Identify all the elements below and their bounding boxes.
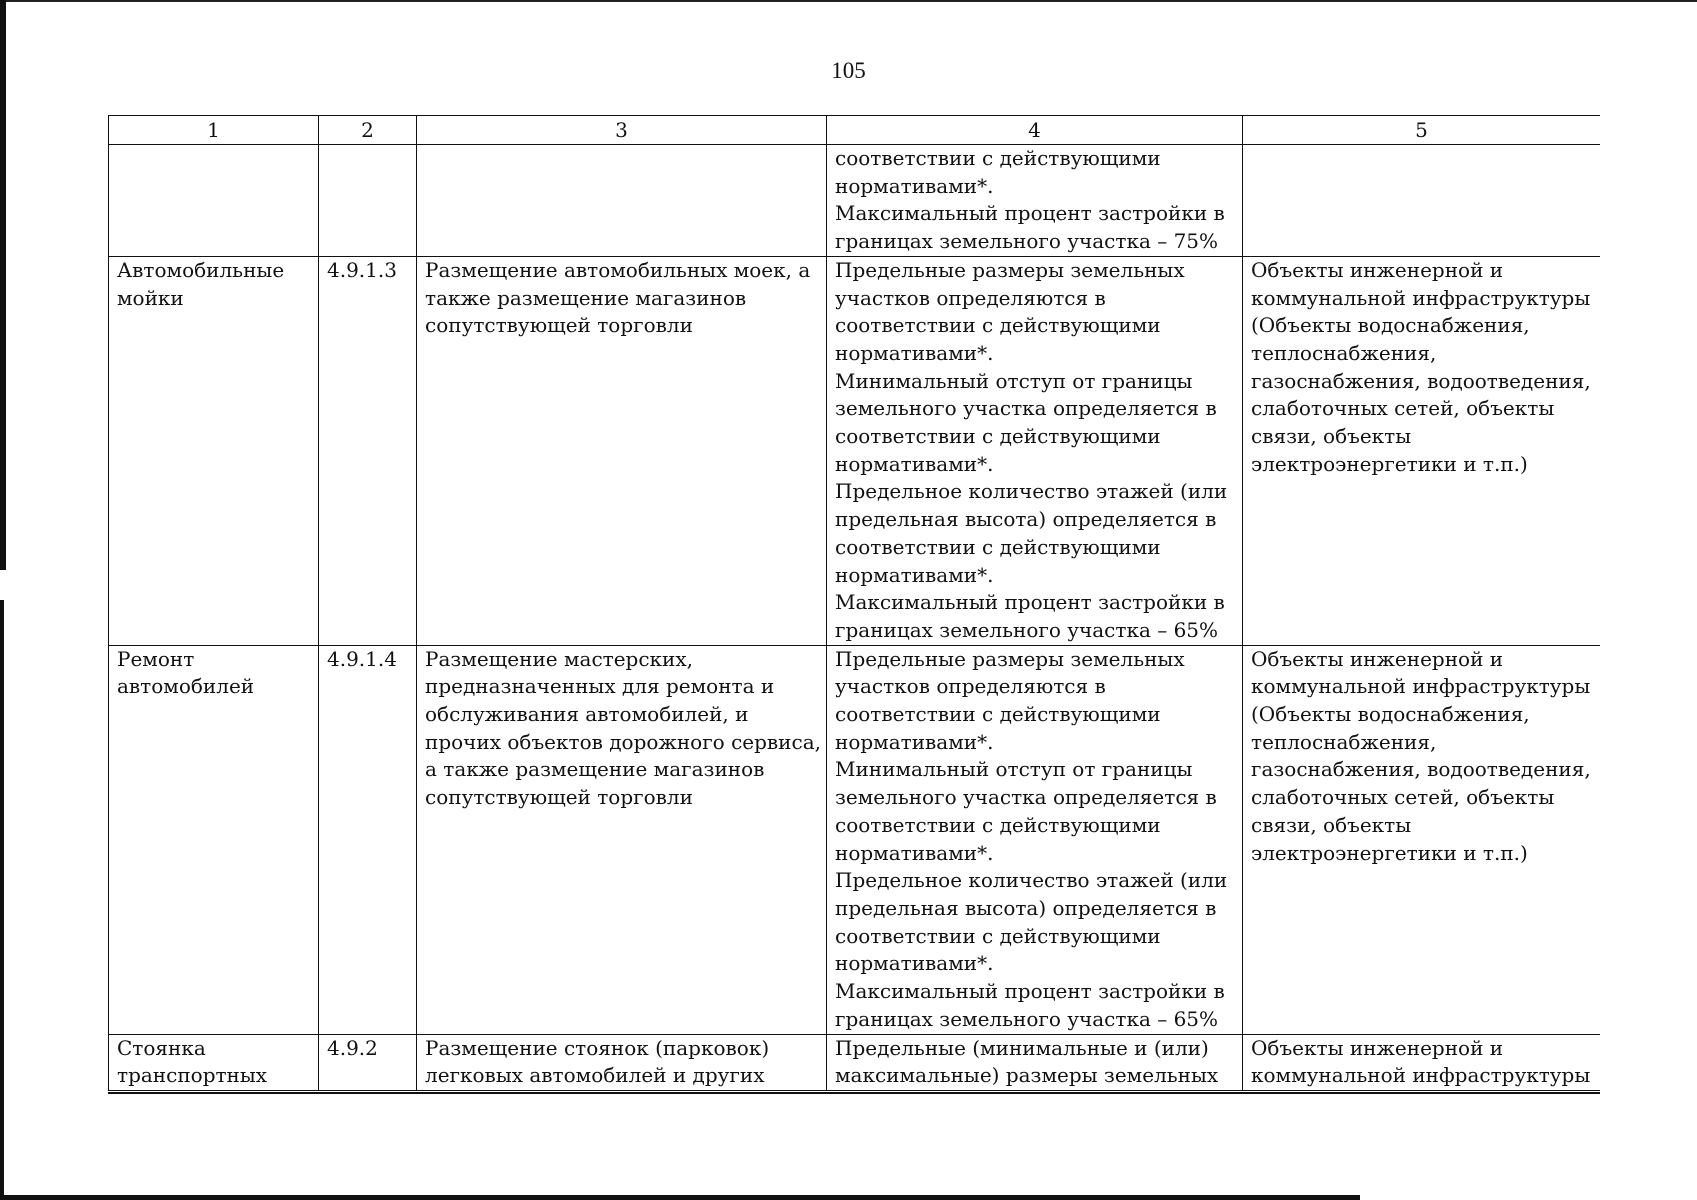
- cell-line: Объекты инженерной и: [1251, 1035, 1504, 1060]
- cell-line: максимальные) размеры земельных: [835, 1063, 1219, 1088]
- cell-line: электроэнергетики и т.п.): [1251, 451, 1528, 476]
- table-row: [109, 256, 1601, 645]
- code-cell: [319, 1034, 417, 1090]
- cell-line: участков определяются в: [835, 674, 1106, 699]
- cell-line: нормативами*.: [835, 173, 994, 198]
- header-col-5: 5: [1243, 116, 1601, 145]
- code-cell: [319, 145, 417, 257]
- cell-line: Размещение автомобильных моек, а: [425, 257, 811, 282]
- cell-line: соответствии с действующими: [835, 146, 1161, 170]
- header-col-3: 3: [417, 116, 827, 145]
- use-name-cell: [109, 645, 319, 1034]
- cell-line: границах земельного участка – 75%: [835, 229, 1219, 254]
- table-container: [108, 115, 1600, 1094]
- scan-bottom-edge: [0, 1195, 1360, 1200]
- use-name-cell: [109, 256, 319, 645]
- cell-line: мойки: [117, 285, 184, 310]
- auxiliary-cell: [1243, 645, 1601, 1034]
- auxiliary-cell: [1243, 145, 1601, 257]
- cell-line: коммунальной инфраструктуры: [1251, 1063, 1591, 1088]
- cell-line: соответствии с действующими: [835, 534, 1161, 559]
- cell-line: границах земельного участка – 65%: [835, 617, 1219, 642]
- cell-line: соответствии с действующими: [835, 812, 1161, 837]
- cell-line: сопутствующей торговли: [425, 785, 693, 810]
- cell-line: Максимальный процент застройки в: [835, 979, 1225, 1004]
- cell-line: Минимальный отступ от границы: [835, 757, 1193, 782]
- cell-line: Предельное количество этажей (или: [835, 479, 1228, 504]
- cell-line: также размещение магазинов: [425, 285, 747, 310]
- cell-line: теплоснабжения,: [1251, 729, 1437, 754]
- table-row: [109, 645, 1601, 1034]
- cell-line: Автомобильные: [117, 257, 285, 282]
- header-col-2: 2: [319, 116, 417, 145]
- cell-line: Предельные размеры земельных: [835, 257, 1185, 282]
- cell-line: нормативами*.: [835, 951, 994, 976]
- parameters-cell: [827, 145, 1243, 257]
- auxiliary-cell: [1243, 1034, 1601, 1090]
- auxiliary-cell: [1243, 256, 1601, 645]
- cell-line: нормативами*.: [835, 451, 994, 476]
- cell-line: Размещение мастерских,: [425, 646, 694, 671]
- cell-line: связи, объекты: [1251, 424, 1412, 449]
- cell-line: границах земельного участка – 65%: [835, 1006, 1219, 1031]
- cell-line: нормативами*.: [835, 840, 994, 865]
- cell-line: коммунальной инфраструктуры: [1251, 285, 1591, 310]
- cell-line: газоснабжения, водоотведения,: [1251, 368, 1591, 393]
- cell-line: транспортных: [117, 1063, 268, 1088]
- cell-line: соответствии с действующими: [835, 424, 1161, 449]
- parameters-cell: [827, 1034, 1243, 1090]
- cell-line: земельного участка определяется в: [835, 785, 1217, 810]
- parameters-cell: [827, 256, 1243, 645]
- header-row: [109, 116, 1601, 145]
- code-cell: [319, 645, 417, 1034]
- cell-line: связи, объекты: [1251, 812, 1412, 837]
- description-cell: [417, 645, 827, 1034]
- cell-line: соответствии с действующими: [835, 313, 1161, 338]
- cell-line: 4.9.1.3: [327, 257, 397, 282]
- cell-line: Объекты инженерной и: [1251, 257, 1504, 282]
- cell-line: Предельное количество этажей (или: [835, 868, 1228, 893]
- cell-line: земельного участка определяется в: [835, 396, 1217, 421]
- cell-line: предназначенных для ремонта и: [425, 674, 775, 699]
- table-body: [109, 145, 1601, 1091]
- cell-line: сопутствующей торговли: [425, 313, 693, 338]
- cell-line: (Объекты водоснабжения,: [1251, 313, 1530, 338]
- scan-left-edge-lower: [0, 600, 4, 1200]
- cell-line: нормативами*.: [835, 562, 994, 587]
- parameters-cell: [827, 645, 1243, 1034]
- cell-line: Объекты инженерной и: [1251, 646, 1504, 671]
- cell-line: прочих объектов дорожного сервиса,: [425, 729, 821, 754]
- cell-line: слаботочных сетей, объекты: [1251, 785, 1555, 810]
- cell-line: коммунальной инфраструктуры: [1251, 674, 1591, 699]
- description-cell: [417, 256, 827, 645]
- page-number: 105: [831, 58, 866, 83]
- header-col-4: 4: [827, 116, 1243, 145]
- land-use-table: [108, 115, 1600, 1091]
- use-name-cell: [109, 145, 319, 257]
- cell-line: (Объекты водоснабжения,: [1251, 702, 1530, 727]
- cell-line: Ремонт: [117, 646, 195, 671]
- cell-line: электроэнергетики и т.п.): [1251, 840, 1528, 865]
- cell-line: Предельные (минимальные и (или): [835, 1035, 1209, 1060]
- cell-line: 4.9.2: [327, 1035, 378, 1060]
- use-name-cell: [109, 1034, 319, 1090]
- description-cell: [417, 145, 827, 257]
- cell-line: Минимальный отступ от границы: [835, 368, 1193, 393]
- cell-line: Максимальный процент застройки в: [835, 201, 1225, 226]
- cell-line: соответствии с действующими: [835, 923, 1161, 948]
- cell-line: нормативами*.: [835, 729, 994, 754]
- header-col-1: 1: [109, 116, 319, 145]
- cell-line: обслуживания автомобилей, и: [425, 702, 749, 727]
- scan-left-edge: [0, 0, 6, 570]
- cell-line: предельная высота) определяется в: [835, 507, 1217, 532]
- cell-line: легковых автомобилей и других: [425, 1063, 765, 1088]
- cell-line: Размещение стоянок (парковок): [425, 1035, 770, 1060]
- cell-line: нормативами*.: [835, 340, 994, 365]
- cell-line: теплоснабжения,: [1251, 340, 1437, 365]
- description-cell: [417, 1034, 827, 1090]
- cell-line: слаботочных сетей, объекты: [1251, 396, 1555, 421]
- table-row: [109, 145, 1601, 257]
- scan-top-edge: [0, 0, 1697, 2]
- table-row: [109, 1034, 1601, 1090]
- cell-line: газоснабжения, водоотведения,: [1251, 757, 1591, 782]
- code-cell: [319, 256, 417, 645]
- cell-line: соответствии с действующими: [835, 702, 1161, 727]
- cell-line: а также размещение магазинов: [425, 757, 765, 782]
- cell-line: Стоянка: [117, 1035, 206, 1060]
- cell-line: Предельные размеры земельных: [835, 646, 1185, 671]
- cell-line: 4.9.1.4: [327, 646, 397, 671]
- cell-line: участков определяются в: [835, 285, 1106, 310]
- cell-line: Максимальный процент застройки в: [835, 590, 1225, 615]
- cell-line: предельная высота) определяется в: [835, 895, 1217, 920]
- cell-line: автомобилей: [117, 674, 255, 699]
